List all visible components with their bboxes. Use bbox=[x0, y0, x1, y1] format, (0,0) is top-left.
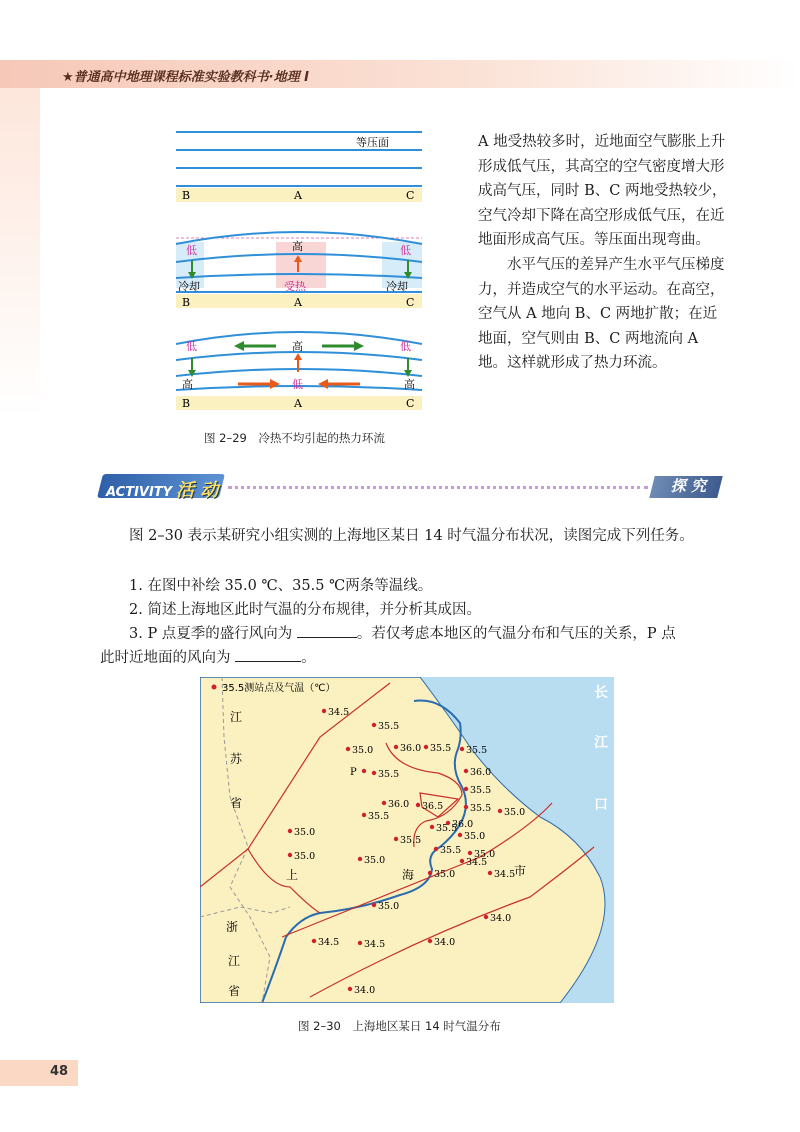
station-value: 35.5 bbox=[466, 745, 488, 756]
answer-blank-2[interactable] bbox=[235, 647, 301, 662]
station-value: 35.0 bbox=[294, 827, 316, 838]
station-value: 35.0 bbox=[434, 869, 456, 880]
station-dot bbox=[416, 803, 420, 807]
svg-text:江: 江 bbox=[230, 710, 243, 724]
svg-text:C: C bbox=[406, 189, 415, 202]
station-dot bbox=[358, 857, 362, 861]
station-dot bbox=[458, 833, 462, 837]
station-dot bbox=[358, 941, 362, 945]
svg-text:冷却: 冷却 bbox=[178, 280, 200, 293]
panel-2 bbox=[176, 232, 422, 309]
station-dot bbox=[424, 745, 428, 749]
station-dot bbox=[394, 745, 398, 749]
station-dot bbox=[428, 871, 432, 875]
figure-2-29 bbox=[176, 122, 422, 412]
station-value: 34.0 bbox=[490, 913, 512, 924]
station-dot bbox=[394, 837, 398, 841]
header-title: ★普通高中地理课程标准实验教科书·地理 Ⅰ bbox=[62, 70, 309, 85]
station-value: 35.0 bbox=[364, 855, 386, 866]
station-value: 35.0 bbox=[294, 851, 316, 862]
station-value: 35.5 bbox=[470, 785, 492, 796]
activity-tag-en: ACTIVITY bbox=[106, 485, 173, 500]
panel-1 bbox=[176, 132, 422, 202]
station-value: 36.5 bbox=[422, 801, 444, 812]
station-value: 36.0 bbox=[388, 799, 410, 810]
svg-text:市: 市 bbox=[514, 864, 527, 878]
station-value: 35.0 bbox=[504, 807, 526, 818]
svg-text:A: A bbox=[294, 296, 302, 309]
svg-text:高: 高 bbox=[404, 378, 415, 391]
station-value: 35.5 bbox=[400, 835, 422, 846]
panel-3 bbox=[176, 332, 422, 410]
station-dot bbox=[464, 805, 468, 809]
svg-text:冷却: 冷却 bbox=[386, 280, 408, 293]
station-dot bbox=[382, 801, 386, 805]
station-dot bbox=[488, 871, 492, 875]
station-value: 34.0 bbox=[354, 985, 376, 996]
svg-text:C: C bbox=[406, 397, 415, 410]
station-value: 35.0 bbox=[464, 831, 486, 842]
station-dot bbox=[348, 987, 352, 991]
map-legend: 35.5测站点及气温（℃） bbox=[222, 683, 336, 694]
svg-text:苏: 苏 bbox=[230, 752, 243, 766]
station-dot bbox=[498, 809, 502, 813]
station-dot bbox=[430, 825, 434, 829]
svg-text:江: 江 bbox=[594, 735, 608, 751]
activity-banner bbox=[100, 470, 720, 504]
station-value: 35.5 bbox=[436, 823, 458, 834]
station-value: 34.5 bbox=[328, 707, 350, 718]
station-dot bbox=[372, 723, 376, 727]
explanation-text bbox=[478, 130, 728, 376]
svg-text:C: C bbox=[406, 296, 415, 309]
station-value: 34.5 bbox=[318, 937, 340, 948]
svg-text:低: 低 bbox=[186, 340, 197, 353]
svg-text:高: 高 bbox=[182, 378, 193, 391]
figure-2-29-caption: 图 2–29 冷热不均引起的热力环流 bbox=[204, 431, 385, 445]
station-dot bbox=[484, 915, 488, 919]
station-dot bbox=[434, 847, 438, 851]
shanghai-temperature-map bbox=[200, 677, 614, 1003]
question-3: 3. P 点夏季的盛行风向为 。若仅考虑本地区的气温分布和气压的关系，P 点 bbox=[100, 622, 725, 646]
svg-text:低: 低 bbox=[400, 244, 411, 257]
station-value: 36.0 bbox=[470, 767, 492, 778]
station-dot bbox=[464, 787, 468, 791]
svg-text:B: B bbox=[182, 189, 191, 202]
station-value: 34.5 bbox=[494, 869, 516, 880]
svg-text:上: 上 bbox=[286, 868, 299, 882]
paragraph-1: A 地受热较多时，近地面空气膨胀上升形成低气压，其高空的空气密度增大形成高气压，同时 B、C 两地受热较少，空气冷却下降在高空形成低气压，在近地面形成高气压。等压面出现弯曲。 bbox=[478, 134, 727, 249]
paragraph-2: 水平气压的差异产生水平气压梯度力，并造成空气的水平运动。在高空，空气从 A 地向 B、C 两地扩散；在近地面，空气则由 B、C 两地流向 A 地。这样就形成了热力环流。 bbox=[478, 256, 725, 372]
station-dot bbox=[468, 851, 472, 855]
question-1: 1. 在图中补绘 35.0 ℃、35.5 ℃两条等温线。 bbox=[129, 578, 433, 594]
svg-text:低: 低 bbox=[292, 378, 303, 391]
svg-text:高: 高 bbox=[292, 340, 303, 353]
station-value: 35.5 bbox=[440, 845, 462, 856]
svg-text:A: A bbox=[294, 189, 302, 202]
svg-text:省: 省 bbox=[228, 984, 241, 998]
station-dot bbox=[460, 859, 464, 863]
svg-text:浙: 浙 bbox=[226, 920, 239, 934]
station-value: 35.5 bbox=[378, 721, 400, 732]
station-dot bbox=[428, 939, 432, 943]
station-dot bbox=[312, 939, 316, 943]
station-value: 35.5 bbox=[368, 811, 390, 822]
station-value: 35.0 bbox=[352, 745, 374, 756]
task-questions bbox=[100, 574, 725, 670]
svg-text:高: 高 bbox=[292, 240, 303, 253]
margin-strip bbox=[0, 88, 40, 418]
svg-text:低: 低 bbox=[400, 340, 411, 353]
svg-text:受热: 受热 bbox=[284, 280, 306, 293]
station-value: 36.0 bbox=[452, 819, 474, 830]
activity-tag bbox=[106, 476, 218, 502]
station-value: 35.5 bbox=[430, 743, 452, 754]
question-3-cont: 此时近地面的风向为 。 bbox=[100, 646, 725, 670]
station-value: 35.0 bbox=[378, 901, 400, 912]
activity-divider bbox=[228, 486, 648, 489]
station-value: 34.0 bbox=[434, 937, 456, 948]
task-intro-text: 图 2–30 表示某研究小组实测的上海地区某日 14 时气温分布状况，读图完成下列任务。 bbox=[129, 528, 694, 544]
svg-text:海: 海 bbox=[402, 868, 415, 882]
station-value: 34.5 bbox=[364, 939, 386, 950]
station-value: 34.5 bbox=[466, 857, 488, 868]
svg-text:长: 长 bbox=[594, 685, 608, 701]
svg-text:口: 口 bbox=[594, 797, 608, 813]
station-value: 36.0 bbox=[400, 743, 422, 754]
svg-text:省: 省 bbox=[230, 796, 243, 810]
station-dot bbox=[460, 747, 464, 751]
activity-tag-cn: 活 动 bbox=[176, 480, 219, 501]
svg-text:A: A bbox=[294, 397, 302, 410]
page-number: 48 bbox=[50, 1064, 69, 1079]
svg-text:B: B bbox=[182, 397, 191, 410]
station-dot bbox=[288, 853, 292, 857]
question-2: 2. 简述上海地区此时气温的分布规律，并分析其成因。 bbox=[129, 602, 481, 618]
svg-text:江: 江 bbox=[228, 954, 241, 968]
station-value: 35.0 bbox=[474, 849, 496, 860]
station-dot bbox=[346, 747, 350, 751]
explore-tag: 探 究 bbox=[670, 477, 706, 495]
station-dot bbox=[288, 829, 292, 833]
answer-blank-1[interactable] bbox=[297, 623, 357, 638]
svg-text:P: P bbox=[350, 767, 357, 778]
svg-text:低: 低 bbox=[186, 244, 197, 257]
figure-2-30-caption: 图 2–30 上海地区某日 14 时气温分布 bbox=[298, 1019, 501, 1033]
station-dot bbox=[362, 813, 366, 817]
station-dot bbox=[372, 771, 376, 775]
svg-text:B: B bbox=[182, 296, 191, 309]
station-value: 35.5 bbox=[470, 803, 492, 814]
task-intro bbox=[100, 524, 725, 548]
station-dot bbox=[464, 769, 468, 773]
isobar-label: 等压面 bbox=[356, 136, 389, 149]
station-value: 35.5 bbox=[378, 769, 400, 780]
station-dot bbox=[372, 903, 376, 907]
station-dot bbox=[322, 709, 326, 713]
